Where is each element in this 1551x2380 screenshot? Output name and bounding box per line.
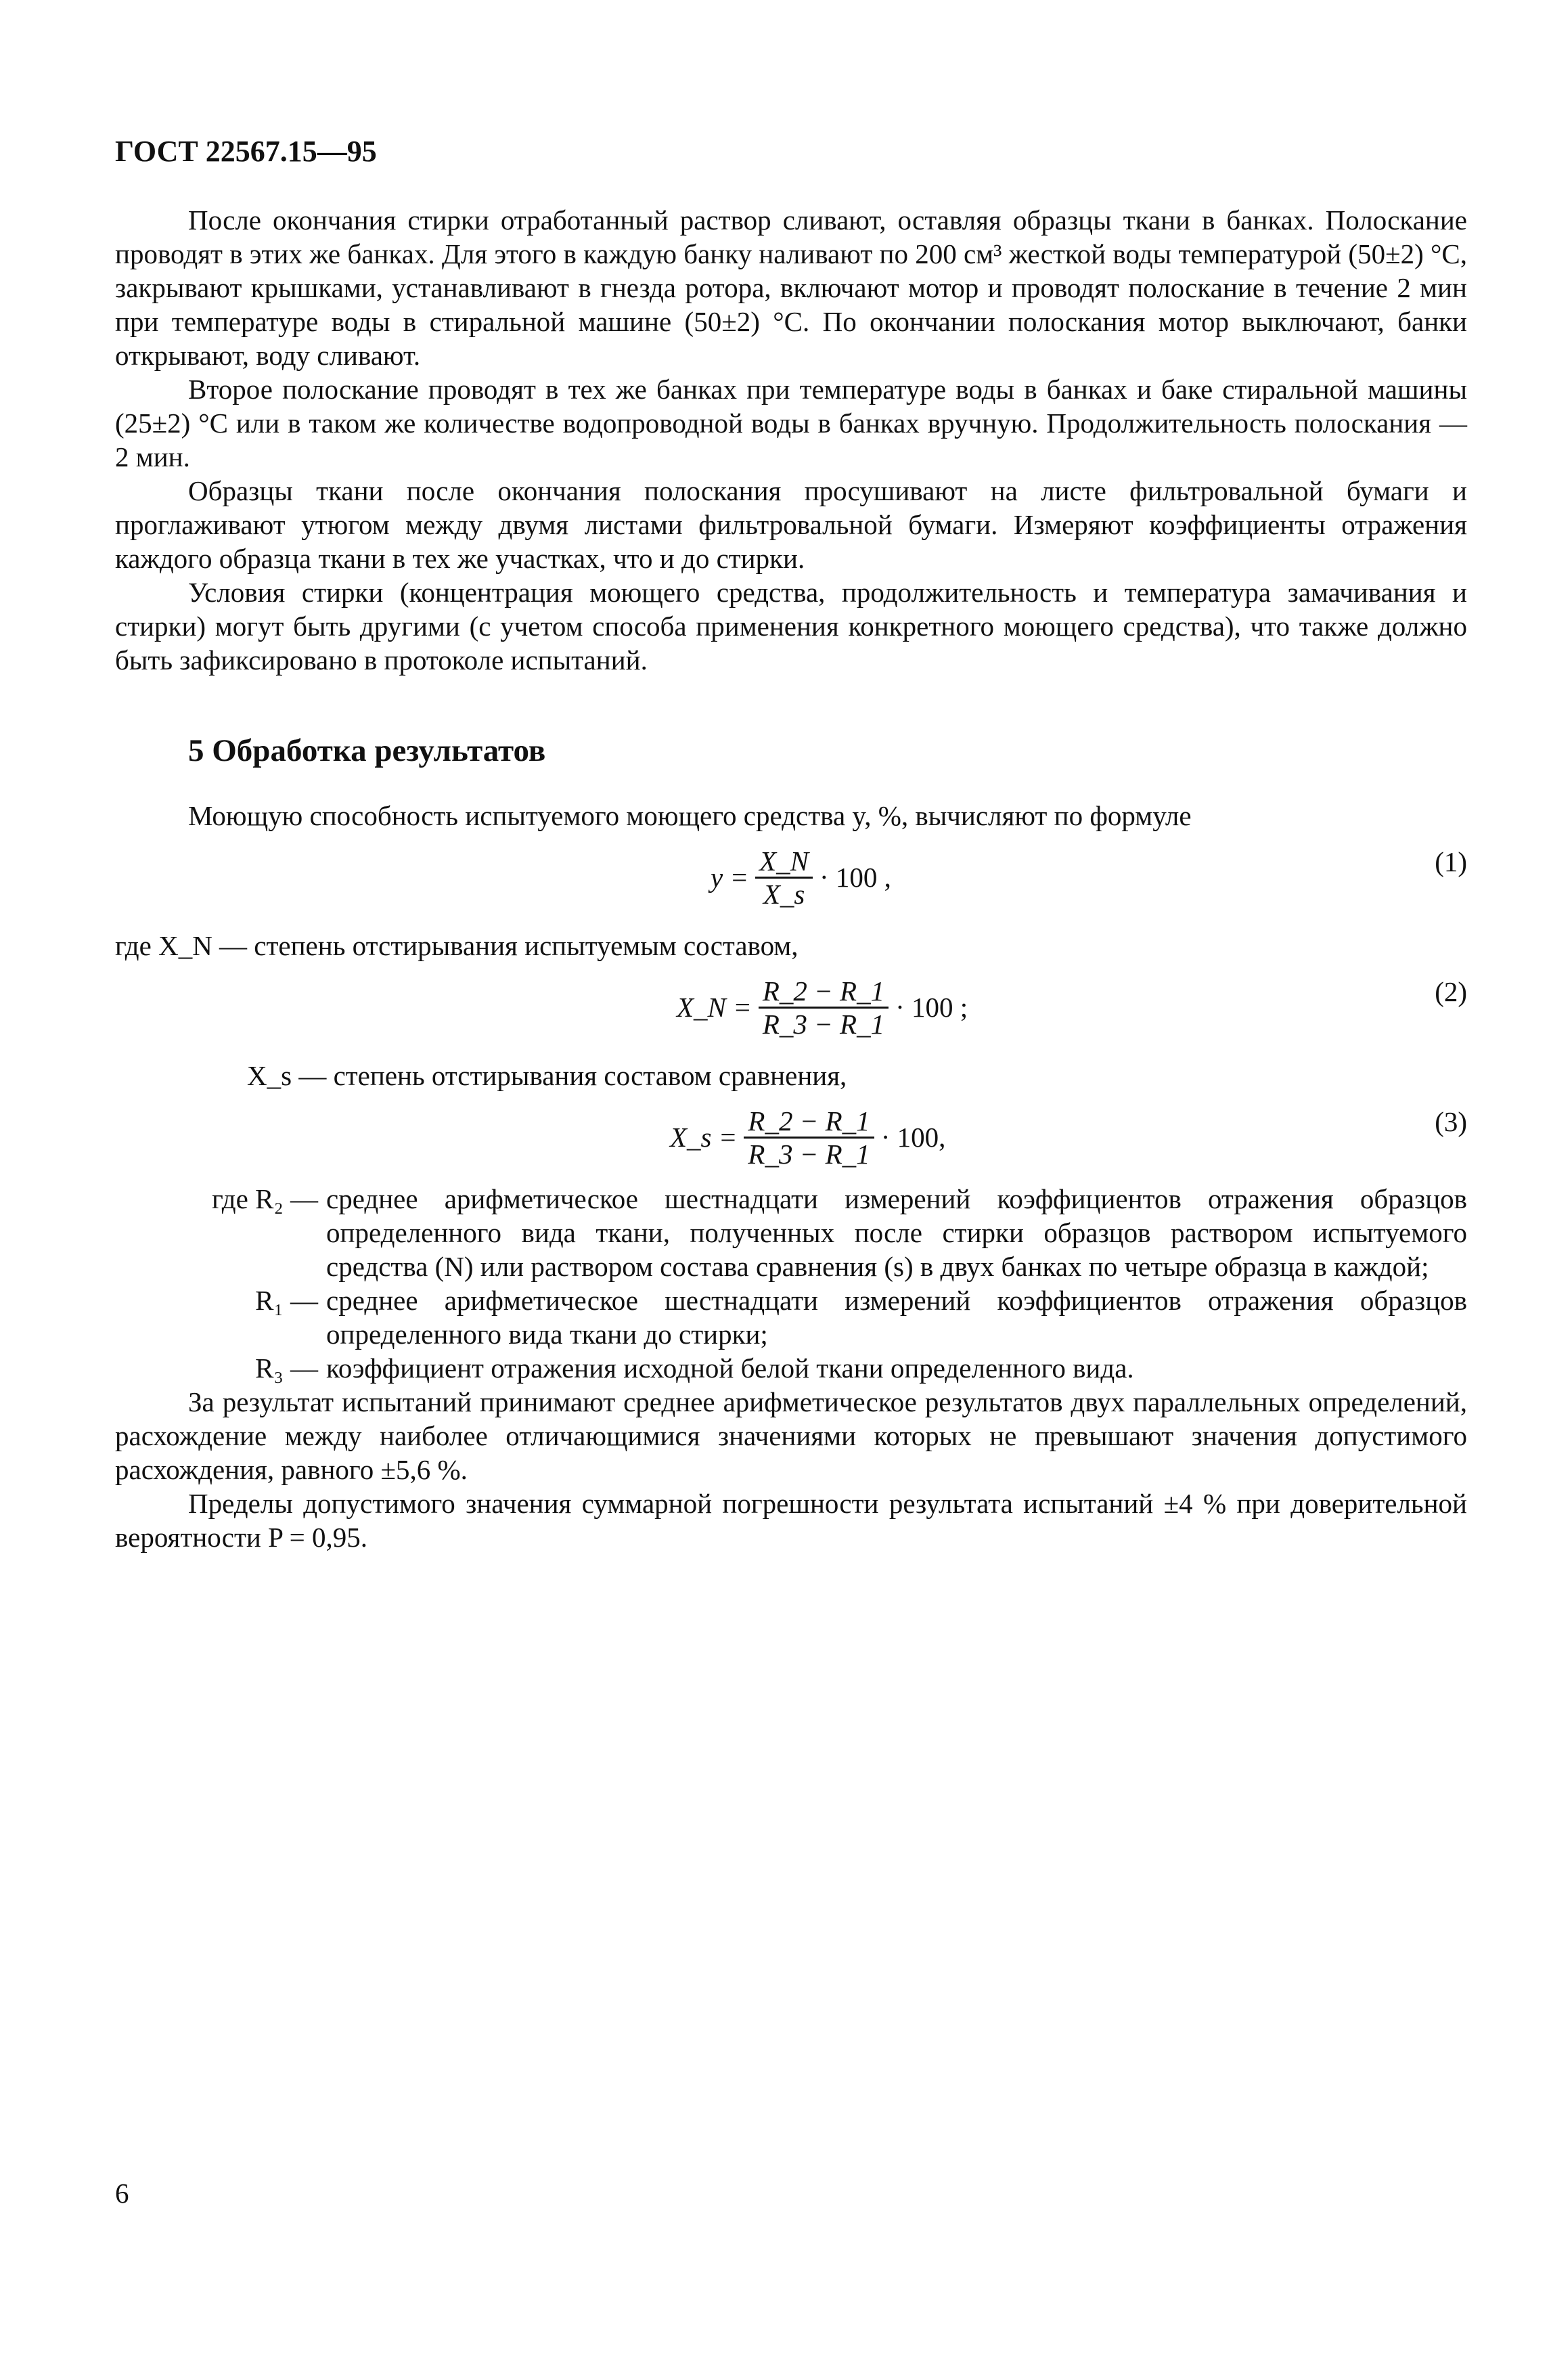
paragraph: Образцы ткани после окончания полоскания просушивают на листе фильтровальной бумаги и проглаживают утюгом между двумя листами фильтровальной бумаги. Измеряют коэффициенты отражения каждого образца ткани в тех же участках, что и до стирки.: [115, 475, 1467, 574]
fraction: [744, 1105, 874, 1170]
paragraph: Второе полоскание проводят в тех же банках при температуре воды в банках и баке стиральной машины (25±2) °С или в таком же количестве водопроводной воды в банках вручную. Продолжительность полоскания — 2 мин.: [115, 374, 1467, 472]
formula-tail: · 100 ;: [895, 992, 968, 1023]
formula-tail: · 100,: [880, 1122, 946, 1153]
paragraph: Пределы допустимого значения суммарной погрешности результата испытаний ±4 % при доверительной вероятности P = 0,95.: [115, 1488, 1467, 1553]
fraction: [755, 845, 813, 910]
paragraph: За результат испытаний принимают среднее арифметическое результатов двух параллельных определений, расхождение между наиболее отличающимися значениями которых не превышают значения допустимого расхождения, равного ±5,6 %.: [115, 1386, 1467, 1485]
definition-term: где R₂ —: [212, 1183, 318, 1214]
formula-intro: Моющую способность испытуемого моющего средства y, %, вычисляют по формуле: [188, 800, 1192, 831]
section-title: 5 Обработка результатов: [188, 733, 546, 768]
definition-term: R₁ —: [255, 1285, 318, 1316]
paragraph: После окончания стирки отработанный раствор сливают, оставляя образцы ткани в банках. Полоскание проводят в этих же банках. Для этого в каждую банку наливают по 200 см³ жесткой воды температурой (50±2) °С, закрывают крышками, устанавливают в гнезда ротора, включают мотор и проводят полоскание в течение 2 мин при температуре воды в стиральной машине (50±2) °С. По окончании полоскания мотор выключают, банки открывают, воду сливают.: [115, 204, 1467, 371]
definition-item: [115, 1283, 1467, 1351]
definition-item: [115, 1182, 1467, 1283]
formula-2: [115, 969, 1467, 1045]
fraction-numerator: R_2 − R_1: [759, 975, 889, 1009]
formula-tail: · 100 ,: [819, 862, 891, 893]
formula-number: (3): [1435, 1106, 1467, 1137]
fraction-denominator: R_3 − R_1: [748, 1138, 870, 1170]
formula-number: (1): [1435, 846, 1467, 877]
formula-lhs: X_N =: [677, 992, 752, 1023]
definition-text: коэффициент отражения исходной белой ткани определенного вида.: [326, 1352, 1134, 1384]
fraction-numerator: X_N: [755, 845, 813, 879]
document-header: ГОСТ 22567.15—95: [115, 135, 377, 168]
definition-text: среднее арифметическое шестнадцати измерений коэффициентов отражения образцов определенного вида ткани, полученных после стирки образцов раствором испытуемого средства (N) или раствором состава сравнения (s) в двух банках по четыре образца в каждой;: [326, 1183, 1467, 1282]
definition-item: [115, 1351, 1467, 1385]
page-number: 6: [115, 2178, 129, 2209]
fraction: [759, 975, 889, 1040]
where-xs: X_s — степень отстирывания составом сравнения,: [247, 1060, 847, 1091]
fraction-denominator: X_s: [763, 878, 805, 910]
fraction-denominator: R_3 − R_1: [762, 1008, 885, 1040]
formula-lhs: X_s =: [670, 1122, 738, 1153]
fraction-numerator: R_2 − R_1: [744, 1105, 874, 1139]
definition-text: среднее арифметическое шестнадцати измерений коэффициентов отражения образцов определенного вида ткани до стирки;: [326, 1285, 1467, 1350]
paragraph: Условия стирки (концентрация моющего средства, продолжительность и температура замачивания и стирки) могут быть другими (с учетом способа применения конкретного моющего средства), что также должно быть зафиксировано в протоколе испытаний.: [115, 577, 1467, 676]
formula-number: (2): [1435, 976, 1467, 1007]
formula-3: [115, 1099, 1467, 1175]
definition-term: R₃ —: [255, 1352, 318, 1384]
where-xn: где X_N — степень отстирывания испытуемым составом,: [115, 930, 799, 961]
formula-lhs: y =: [711, 862, 749, 893]
document-body: [115, 203, 1467, 1554]
formula-1: [115, 839, 1467, 915]
